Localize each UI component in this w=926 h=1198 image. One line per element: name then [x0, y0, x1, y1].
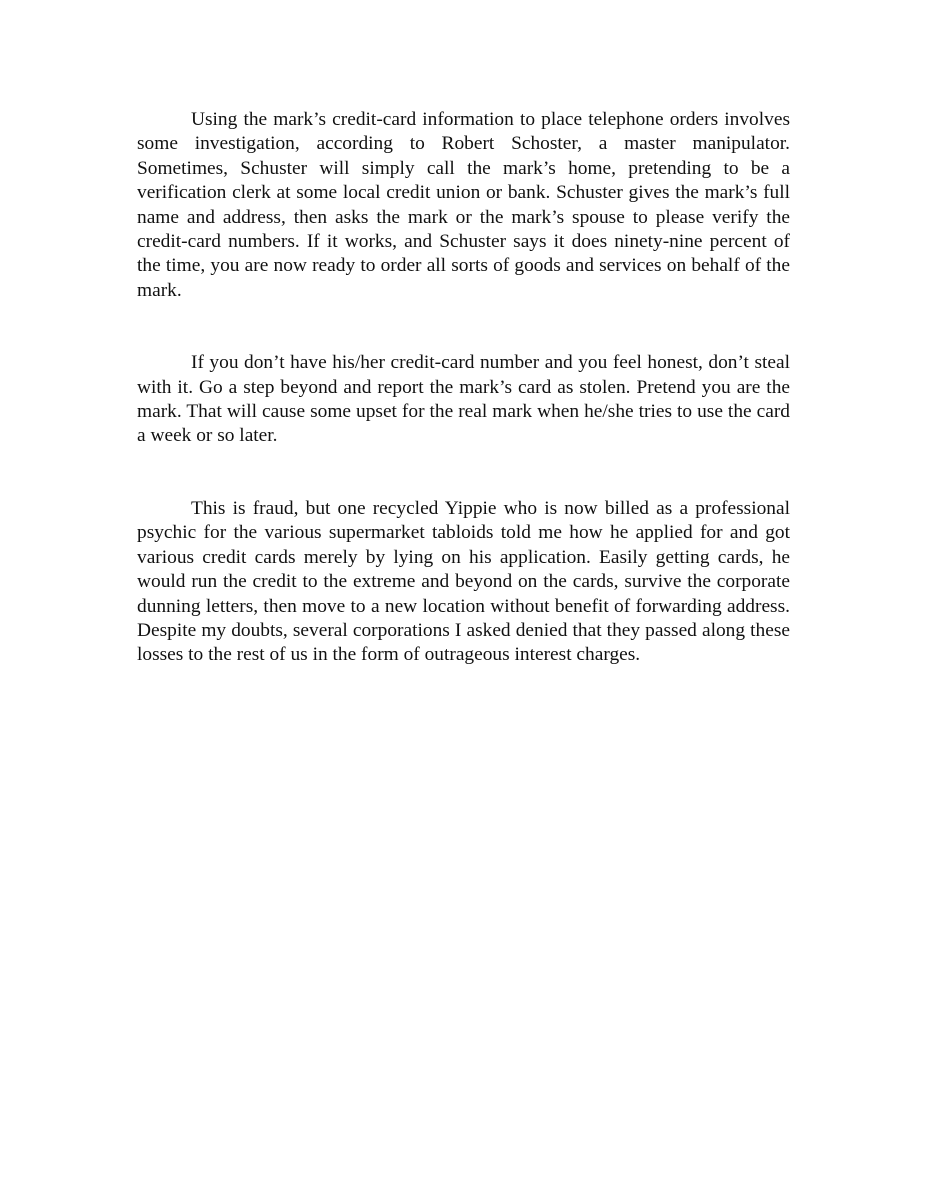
body-text — [137, 108, 790, 668]
paragraph-2: If you don’t have his/her credit-card number and you feel honest, don’t steal with it. Go a step beyond and report the mark’s card as stolen. Pretend you are the mark. That will cause some upset for the real mark when he/she tries to use the card a week or so later. — [137, 352, 790, 447]
paragraph-1: Using the mark’s credit-card information to place telephone orders involves some investigation, according to Robert Schoster, a master manipulator. Sometimes, Schuster will simply call the mark’s home, pretending to be a verification clerk at some local credit union or bank. Schuster gives the mark’s full name and address, then asks the mark or the mark’s spouse to please verify the credit-card numbers. If it works, and Schuster says it does ninety-nine percent of the time, you are now ready to order all sorts of goods and services on behalf of the mark. — [137, 109, 790, 301]
paragraph-3: This is fraud, but one recycled Yippie who is now billed as a professional psychic for the various supermarket tabloids told me how he applied for and got various credit cards merely by lying on his application. Easily getting cards, he would run the credit to the extreme and beyond on the cards, survive the corporate dunning letters, then move to a new location without benefit of forwarding address. Despite my doubts, several corporations I asked denied that they passed along these losses to the rest of us in the form of outrageous interest charges. — [137, 497, 790, 666]
